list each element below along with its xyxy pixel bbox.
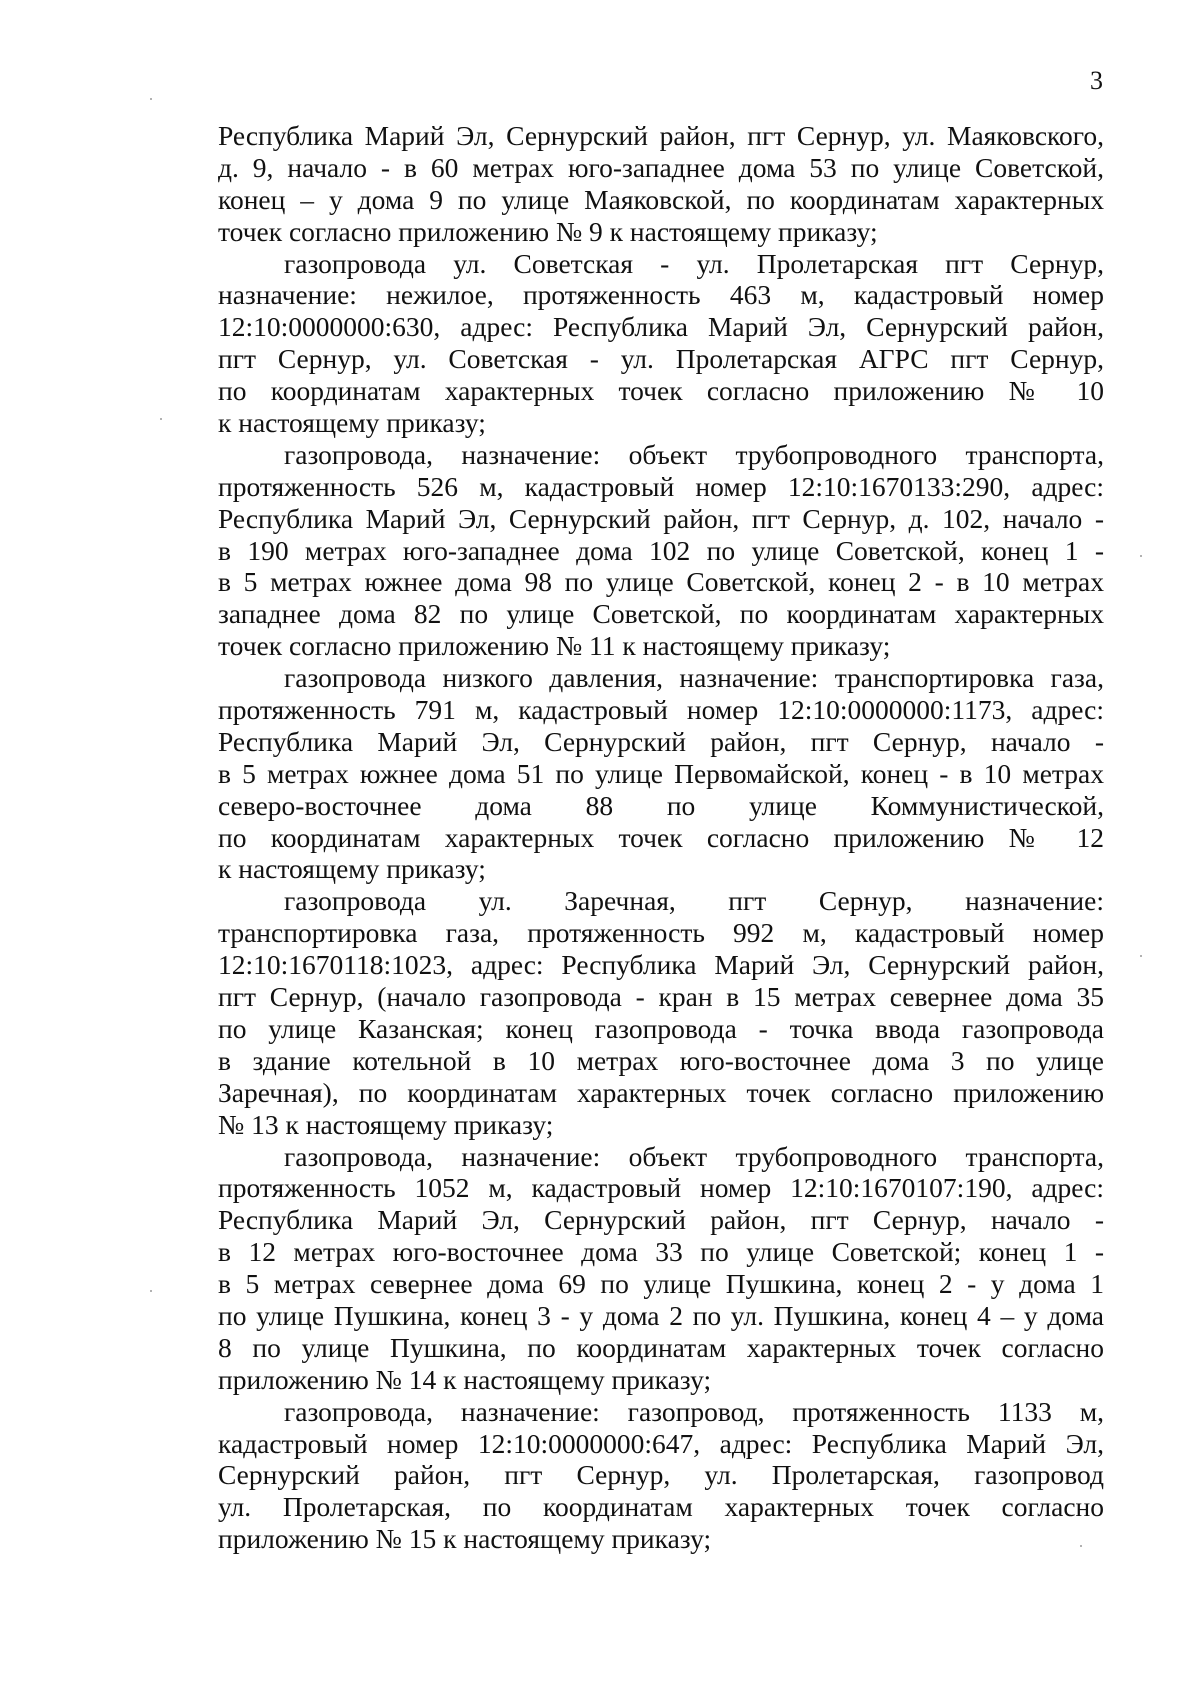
scan-speck [1140,955,1142,957]
paragraph [218,439,1104,662]
text-line: в здание котельной в 10 метрах юго-восточнее дома 3 по улице [218,1044,1104,1076]
text-line: точек согласно приложению № 9 к настоящему приказу; [218,215,878,247]
text-line: газопровода, назначение: газопровод, протяженность 1133 м, [284,1395,1104,1427]
text-line: в 5 метрах южнее дома 51 по улице Первомайской, конец - в 10 метрах [218,757,1104,789]
text-line: Сернурский район, пгт Сернур, ул. Пролетарская, газопровод [218,1459,1104,1491]
document-body [218,120,1104,1555]
text-line: в 5 метрах южнее дома 98 по улице Советской, конец 2 - в 10 метрах [218,566,1104,598]
text-line: в 190 метрах юго-западнее дома 102 по улице Советской, конец 1 - [218,534,1104,566]
text-line: 8 по улице Пушкина, по координатам характерных точек согласно [218,1331,1104,1363]
text-line: протяженность 1052 м, кадастровый номер 12:10:1670107:190, адрес: [218,1172,1104,1204]
text-line: к настоящему приказу; [218,407,486,439]
text-line: № 13 к настоящему приказу; [218,1108,554,1140]
text-line: Республика Марий Эл, Сернурский район, пгт Сернур, начало - [218,725,1104,757]
text-line: Республика Марий Эл, Сернурский район, пгт Сернур, ул. Маяковского, [218,120,1104,151]
text-line: конец – у дома 9 по улице Маяковской, по координатам характерных [218,183,1104,215]
text-line: газопровода ул. Заречная, пгт Сернур, назначение: [284,885,1104,917]
text-line: Заречная), по координатам характерных точек согласно приложению [218,1076,1104,1108]
scan-speck [1080,1545,1082,1547]
text-line: точек согласно приложению № 11 к настоящему приказу; [218,630,891,662]
scan-speck [150,1290,152,1292]
text-line: по координатам характерных точек согласно приложению № 12 [218,821,1104,853]
text-line: пгт Сернур, ул. Советская - ул. Пролетарская АГРС пгт Сернур, [218,343,1104,375]
text-line: по улице Пушкина, конец 3 - у дома 2 по ул. Пушкина, конец 4 – у дома [218,1299,1104,1331]
text-line: пгт Сернур, (начало газопровода - кран в 15 метрах севернее дома 35 [218,981,1104,1013]
text-line: Республика Марий Эл, Сернурский район, пгт Сернур, д. 102, начало - [218,502,1104,534]
text-line: транспортировка газа, протяженность 992 м, кадастровый номер [218,917,1104,949]
text-line: газопровода низкого давления, назначение: транспортировка газа, [284,662,1104,694]
text-line: 12:10:1670118:1023, адрес: Республика Марий Эл, Сернурский район, [218,949,1104,981]
text-line: ул. Пролетарская, по координатам характерных точек согласно [218,1491,1104,1523]
text-line: Республика Марий Эл, Сернурский район, пгт Сернур, начало - [218,1204,1104,1236]
text-line: по координатам характерных точек согласно приложению № 10 [218,375,1104,407]
text-line: западнее дома 82 по улице Советской, по координатам характерных [218,598,1104,630]
paragraph [218,662,1104,885]
paragraph [218,885,1104,1140]
text-line: по улице Казанская; конец газопровода - точка ввода газопровода [218,1012,1104,1044]
text-line: газопровода ул. Советская - ул. Пролетарская пгт Сернур, [284,247,1104,279]
text-line: протяженность 526 м, кадастровый номер 12:10:1670133:290, адрес: [218,470,1104,502]
page-number: 3 [1090,66,1103,95]
text-line: к настоящему приказу; [218,853,486,885]
text-line: газопровода, назначение: объект трубопроводного транспорта, [284,1140,1104,1172]
text-line: в 5 метрах севернее дома 69 по улице Пушкина, конец 2 - у дома 1 [218,1268,1104,1300]
paragraph [218,1396,1104,1555]
text-line: протяженность 791 м, кадастровый номер 12:10:0000000:1173, адрес: [218,694,1104,726]
text-line: приложению № 15 к настоящему приказу; [218,1523,712,1555]
paragraph [218,248,1104,439]
text-line: северо-восточнее дома 88 по улице Коммунистической, [218,789,1104,821]
paragraph [218,120,1104,248]
text-line: в 12 метрах юго-восточнее дома 33 по улице Советской; конец 1 - [218,1236,1104,1268]
text-line: назначение: нежилое, протяженность 463 м, кадастровый номер [218,279,1104,311]
text-line: газопровода, назначение: объект трубопроводного транспорта, [284,438,1104,470]
paragraph [218,1141,1104,1396]
text-line: д. 9, начало - в 60 метрах юго-западнее дома 53 по улице Советской, [218,151,1104,183]
scan-speck [160,418,162,420]
text-line: 12:10:0000000:630, адрес: Республика Марий Эл, Сернурский район, [218,311,1104,343]
text-line: приложению № 14 к настоящему приказу; [218,1363,712,1395]
scan-speck [1140,555,1142,557]
text-line: кадастровый номер 12:10:0000000:647, адрес: Республика Марий Эл, [218,1427,1104,1459]
scan-speck [150,98,152,100]
